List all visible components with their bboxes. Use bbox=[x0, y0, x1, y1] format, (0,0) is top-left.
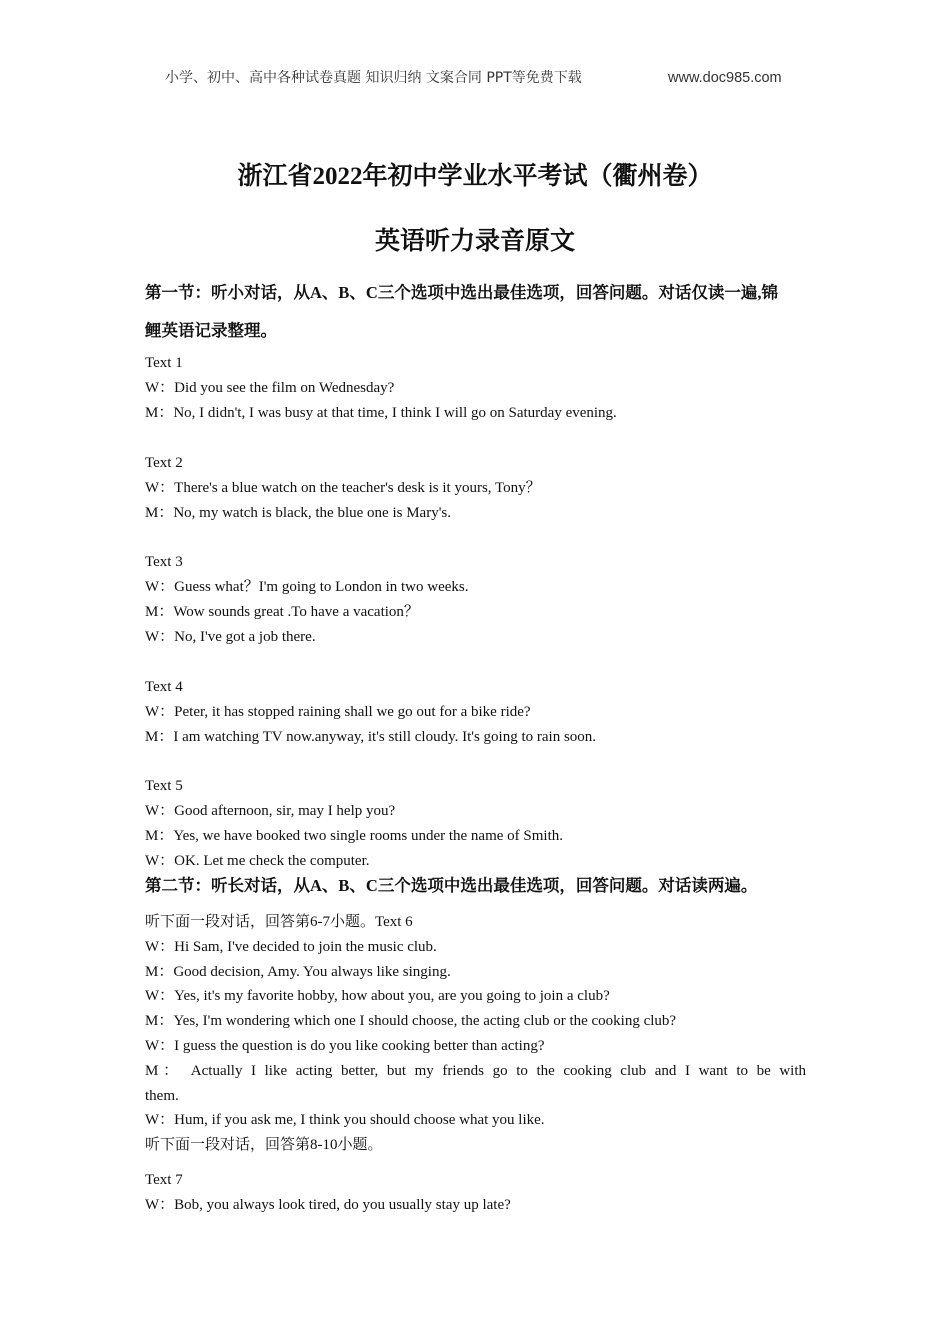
dialogue-line: W：Yes, it's my favorite hobby, how about you, are you going to join a club? bbox=[145, 988, 610, 1005]
header-text: 小学、初中、高中各种试卷真题 知识归纳 文案合同 PPT等免费下载 bbox=[165, 70, 582, 86]
dialogue-line: M：Wow sounds great .To have a vacation？ bbox=[145, 604, 419, 620]
dialogue-line: M：I am watching TV now.anyway, it's still cloudy. It's going to rain soon. bbox=[145, 729, 597, 745]
dialogue-line: M： Actually I like acting better, but my friends go to the cooking club and I want to be with bbox=[145, 1062, 806, 1079]
dialogue-line: W：Hi Sam, I've decided to join the music club. bbox=[145, 938, 437, 955]
text-2-dialogue bbox=[145, 451, 806, 526]
page-title: 浙江省2022年初中学业水平考试（衢州卷） bbox=[237, 163, 713, 190]
text-label: Text 5 bbox=[145, 778, 183, 794]
text-3-dialogue bbox=[145, 550, 806, 650]
section1-heading-line: 第一节：听小对话，从A、B、C三个选项中选出最佳选项，回答问题。对话仅读一遍,锦 bbox=[145, 283, 778, 302]
section1-heading bbox=[145, 274, 778, 350]
dialogue-line: M：No, my watch is black, the blue one is Mary's. bbox=[145, 505, 451, 521]
dialogue-line: W：Peter, it has stopped raining shall we go out for a bike ride? bbox=[145, 704, 531, 720]
text-1-dialogue bbox=[145, 351, 806, 426]
text-label: Text 7 bbox=[145, 1172, 183, 1188]
text-4-dialogue bbox=[145, 675, 806, 750]
dialogue-line: W：OK. Let me check the computer. bbox=[145, 853, 370, 869]
dialogue-line: M：Yes, I'm wondering which one I should choose, the acting club or the cooking club? bbox=[145, 1013, 677, 1030]
question-intro: 听下面一段对话，回答第8-10小题。 bbox=[145, 1137, 383, 1154]
text-6-dialogue bbox=[145, 910, 806, 1158]
dialogue-line: W：Guess what？I'm going to London in two weeks. bbox=[145, 579, 469, 595]
dialogue-line: W：I guess the question is do you like cooking better than acting? bbox=[145, 1037, 545, 1054]
page-subtitle: 英语听力录音原文 bbox=[374, 228, 575, 255]
header-url: www.doc985.com bbox=[668, 70, 782, 86]
text-label: Text 3 bbox=[145, 554, 183, 570]
text-label: Text 4 bbox=[145, 679, 183, 695]
question-intro: 听下面一段对话，回答第6-7小题。Text 6 bbox=[145, 914, 413, 930]
section1-heading-line: 鲤英语记录整理。 bbox=[145, 321, 277, 340]
dialogue-line: W：There's a blue watch on the teacher's desk is it yours, Tony？ bbox=[145, 480, 541, 496]
dialogue-line: M：Yes, we have booked two single rooms under the name of Smith. bbox=[145, 828, 564, 844]
text-5-dialogue bbox=[145, 774, 806, 874]
dialogue-line-continuation: them. bbox=[145, 1087, 179, 1104]
dialogue-line: W：Hum, if you ask me, I think you should choose what you like. bbox=[145, 1112, 545, 1129]
text-7-dialogue bbox=[145, 1168, 806, 1218]
text-label: Text 2 bbox=[145, 455, 183, 471]
dialogue-line: M：Good decision, Amy. You always like singing. bbox=[145, 963, 451, 980]
dialogue-line: W：Did you see the film on Wednesday? bbox=[145, 380, 395, 396]
section2-heading: 第二节：听长对话，从A、B、C三个选项中选出最佳选项，回答问题。对话读两遍。 bbox=[145, 876, 758, 895]
dialogue-line: W：Bob, you always look tired, do you usually stay up late? bbox=[145, 1197, 511, 1213]
text-label: Text 1 bbox=[145, 355, 183, 371]
dialogue-line: M：No, I didn't, I was busy at that time, I think I will go on Saturday evening. bbox=[145, 405, 617, 421]
dialogue-line: W：No, I've got a job there. bbox=[145, 629, 316, 645]
dialogue-line: W：Good afternoon, sir, may I help you? bbox=[145, 803, 396, 819]
